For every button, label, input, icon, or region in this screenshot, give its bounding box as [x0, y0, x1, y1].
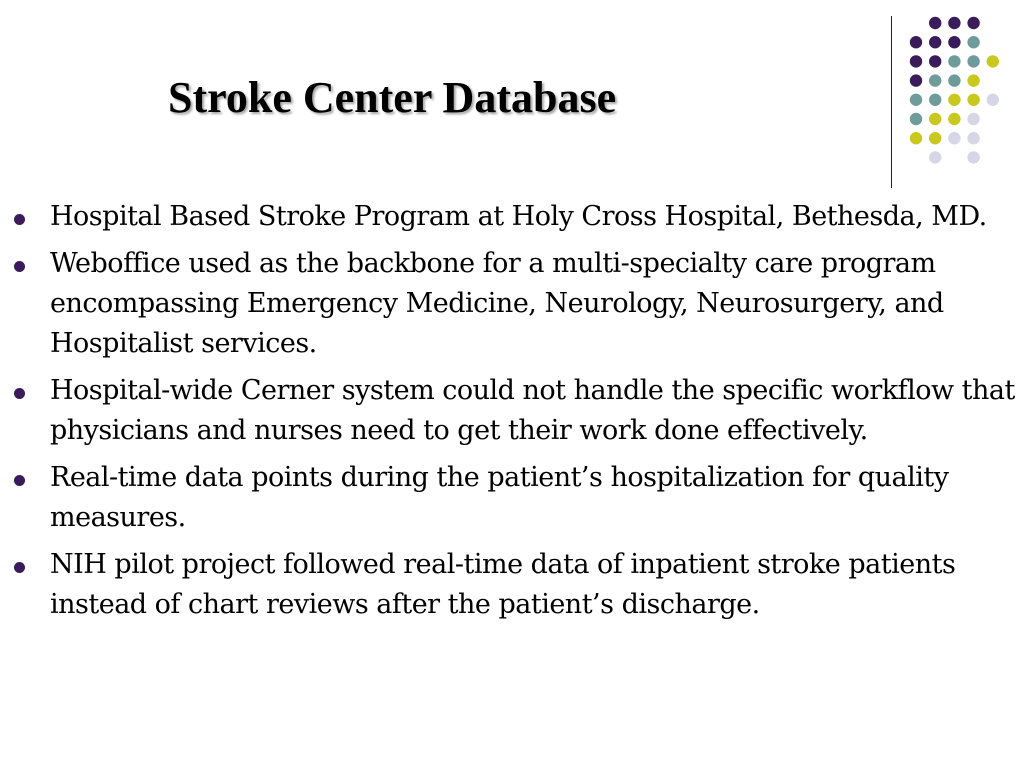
decorative-dot — [967, 132, 979, 144]
title-divider-line — [891, 16, 892, 188]
bullet-item-2 — [10, 244, 1015, 364]
bullet-icon — [14, 388, 25, 399]
bullet-item-1 — [10, 197, 1015, 237]
decorative-dot — [929, 94, 941, 106]
decorative-dot — [910, 132, 922, 144]
bullet-item-5 — [10, 545, 1015, 625]
decorative-dot — [948, 55, 960, 67]
decorative-dot — [910, 113, 922, 125]
decorative-dot — [967, 55, 979, 67]
decorative-dot — [948, 94, 960, 106]
bullet-text: Weboffice used as the backbone for a multi-specialty care program encompassing Emergency Medicine, Neurology, Neurosurgery, and Hospitalist services. — [50, 248, 944, 359]
decorative-dot — [987, 94, 999, 106]
decorative-dot-grid — [904, 10, 1014, 170]
decorative-dot — [929, 132, 941, 144]
decorative-dot — [948, 17, 960, 29]
decorative-dot — [910, 55, 922, 67]
decorative-dot — [910, 74, 922, 86]
bullet-item-3 — [10, 371, 1015, 451]
decorative-dot — [929, 74, 941, 86]
bullet-text: Hospital Based Stroke Program at Holy Cross Hospital, Bethesda, MD. — [50, 201, 987, 232]
bullet-item-4 — [10, 458, 1015, 538]
bullet-icon — [14, 261, 25, 272]
bullet-text: Real-time data points during the patient’s hospitalization for quality measures. — [50, 462, 949, 533]
decorative-dot — [967, 36, 979, 48]
decorative-dot — [910, 36, 922, 48]
decorative-dot — [948, 74, 960, 86]
decorative-dot — [910, 94, 922, 106]
bullet-icon — [14, 562, 25, 573]
decorative-dot — [948, 113, 960, 125]
bullet-text: NIH pilot project followed real-time data of inpatient stroke patients instead of chart reviews after the patient’s discharge. — [50, 549, 956, 620]
decorative-dot — [967, 151, 979, 163]
decorative-dot — [967, 113, 979, 125]
bullet-icon — [14, 475, 25, 486]
decorative-dot — [929, 151, 941, 163]
bullet-text: Hospital-wide Cerner system could not handle the specific workflow that physicians and nurses need to get their work done effectively. — [50, 375, 1015, 446]
decorative-dot — [929, 55, 941, 67]
slide-title: Stroke Center Database — [168, 73, 617, 122]
decorative-dot — [967, 17, 979, 29]
decorative-dot — [929, 113, 941, 125]
decorative-dot — [987, 55, 999, 67]
bullet-list — [10, 197, 1015, 632]
decorative-dot — [967, 74, 979, 86]
decorative-dot — [929, 36, 941, 48]
decorative-dot — [967, 94, 979, 106]
bullet-icon — [14, 214, 25, 225]
decorative-dot — [929, 17, 941, 29]
decorative-dot — [948, 36, 960, 48]
decorative-dot — [948, 132, 960, 144]
